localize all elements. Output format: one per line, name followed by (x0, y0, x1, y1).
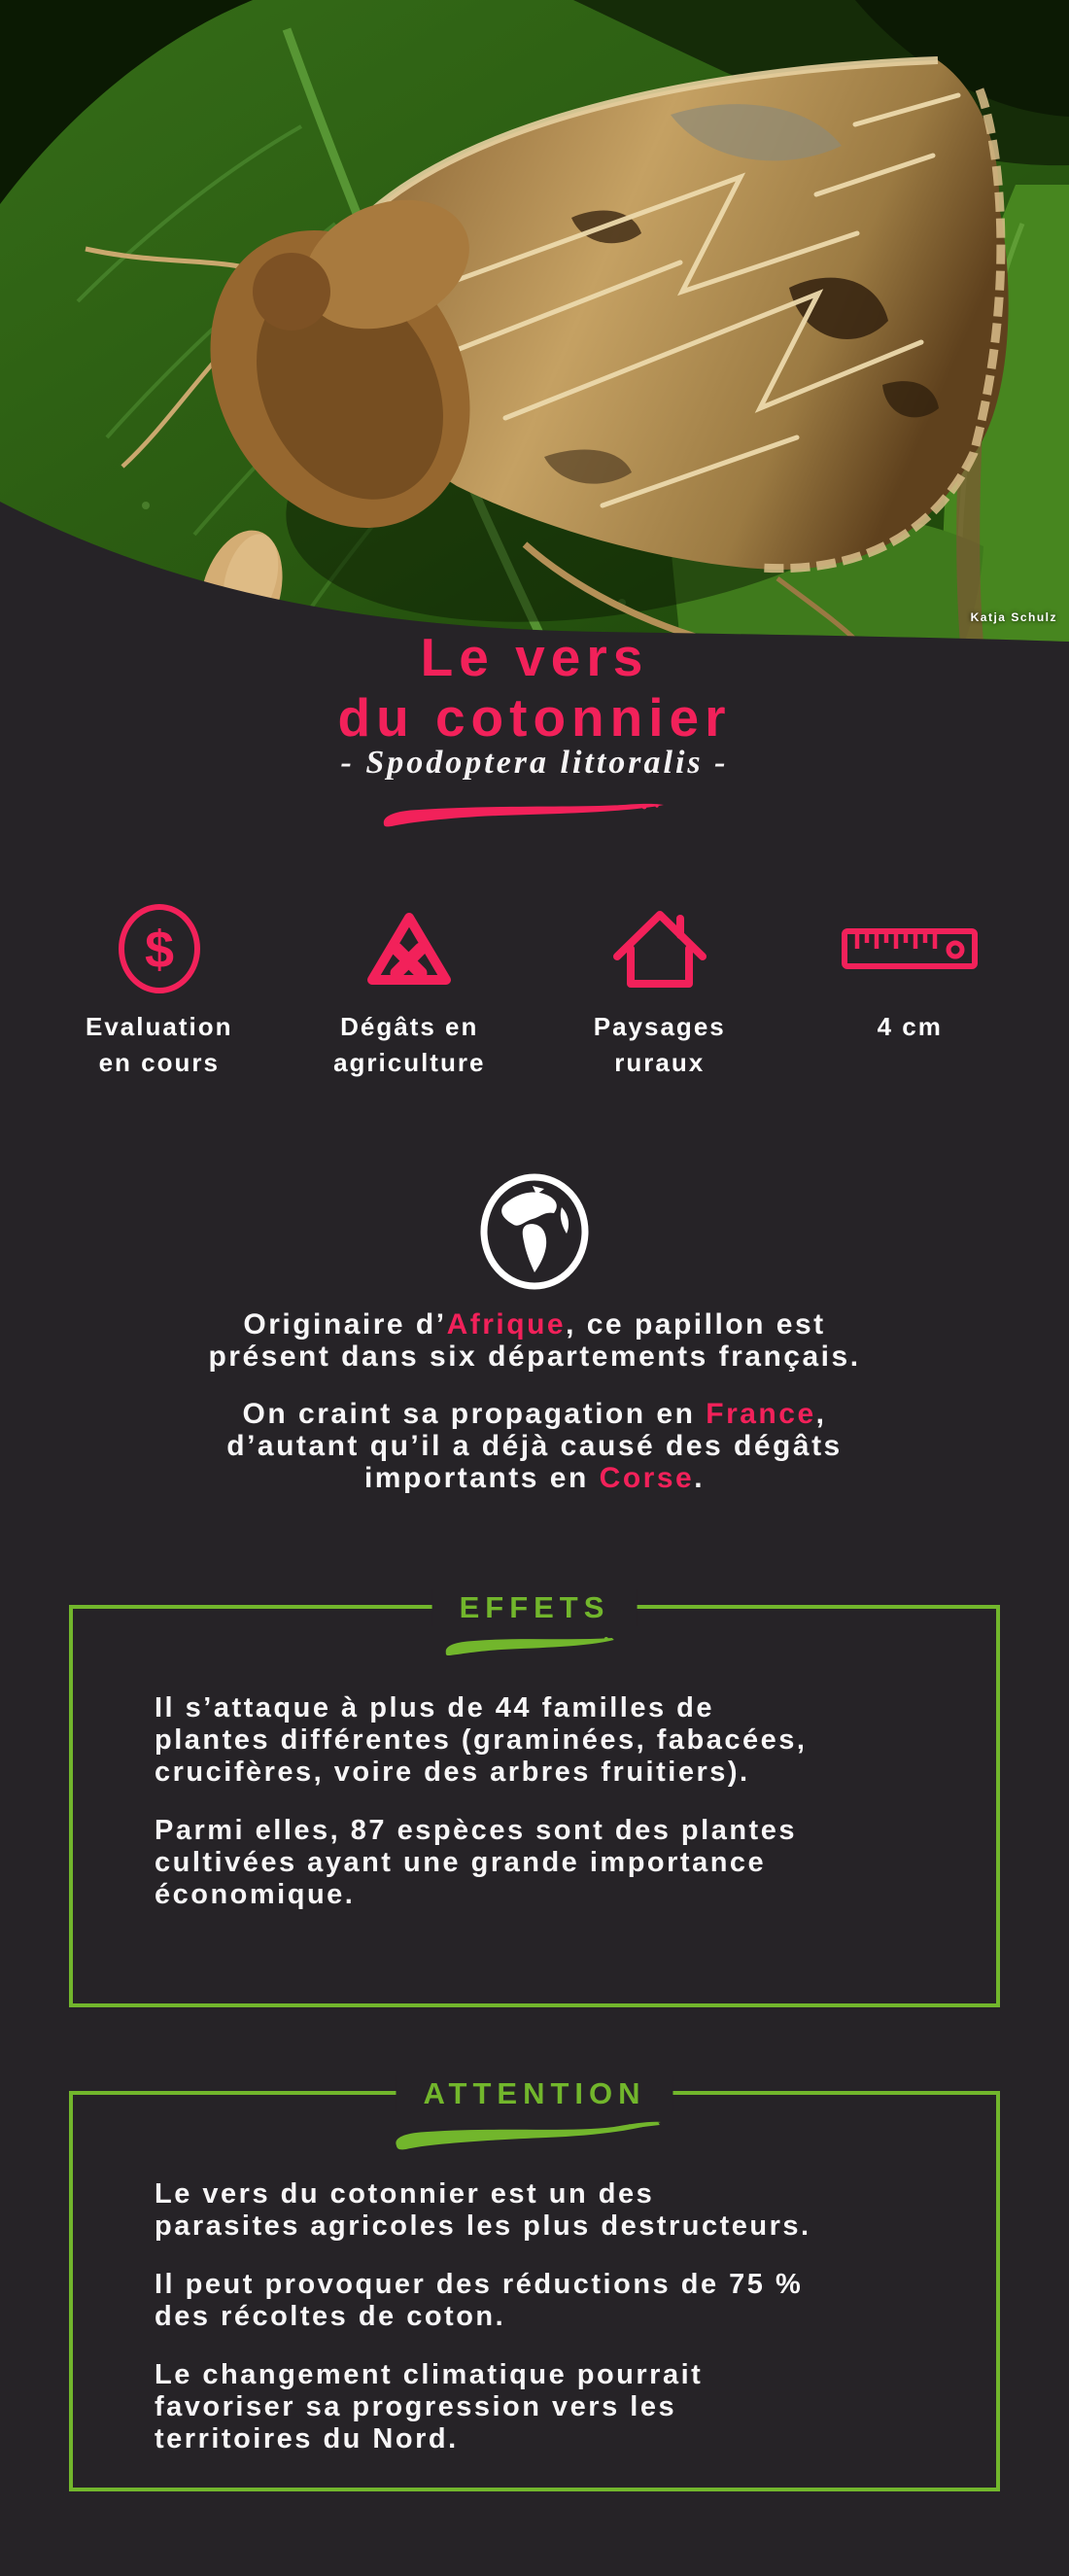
photo-credit: Katja Schulz (970, 610, 1057, 624)
origin-paragraph-1: Originaire d’Afrique, ce papillon est présent dans six départements français. (208, 1308, 861, 1373)
trait-paysages (534, 902, 785, 1081)
trait-label: Evaluation en cours (86, 1012, 233, 1077)
dollar-circle-icon (113, 902, 206, 995)
trait-label: Dégâts en agriculture (333, 1012, 486, 1077)
highlight-afrique: Afrique (446, 1308, 567, 1340)
page-title-line1: Le vers (420, 627, 649, 687)
attention-paragraph-2: Il peut provoquer des réductions de 75 % des récoltes de coton. (155, 2269, 804, 2332)
attention-paragraph-1: Le vers du cotonnier est un des parasites agricoles les plus destructeurs. (155, 2178, 811, 2242)
effets-paragraph-1: Il s’attaque à plus de 44 familles de plantes différentes (graminées, fabacées, crucifères, voire des arbres fruitiers). (155, 1692, 808, 1788)
green-brush-stroke (441, 1634, 621, 1659)
effets-paragraph-2: Parmi elles, 87 espèces sont des plantes cultivées ayant une grande importance économique. (155, 1815, 797, 1910)
trait-label: Paysages ruraux (593, 1012, 726, 1077)
ruler-icon (842, 928, 978, 969)
moth-photo (0, 0, 1069, 644)
green-brush-stroke (391, 2120, 668, 2153)
trait-degats (285, 902, 535, 1081)
highlight-france: France (706, 1398, 816, 1430)
effets-box (69, 1590, 1000, 2007)
highlight-corse: Corse (599, 1462, 695, 1494)
page-title (0, 627, 1069, 748)
moth-photo-illustration (0, 0, 1069, 644)
trait-evaluation (34, 902, 285, 1081)
house-icon (611, 906, 708, 992)
trait-label: 4 cm (877, 1012, 943, 1041)
origin-text (49, 1308, 1020, 1519)
traits-row (34, 902, 1035, 1081)
attention-title: ATTENTION (396, 2075, 672, 2112)
trait-taille (785, 902, 1036, 1081)
globe-icon (476, 1172, 593, 1291)
attention-box (69, 2076, 1000, 2491)
effets-title: EFFETS (432, 1589, 638, 1626)
dollar-glyph: $ (144, 921, 174, 979)
pink-brush-stroke (380, 801, 672, 830)
species-subtitle: - Spodoptera littoralis - (340, 745, 729, 781)
attention-paragraph-3: Le changement climatique pourrait favoriser sa progression vers les territoires du Nord. (155, 2359, 704, 2454)
warning-x-triangle-icon (364, 908, 454, 990)
page-title-line2: du cotonnier (337, 687, 732, 748)
origin-paragraph-2: On craint sa propagation en France, d’autant qu’il a déjà causé des dégâts importants en Corse. (226, 1398, 843, 1494)
